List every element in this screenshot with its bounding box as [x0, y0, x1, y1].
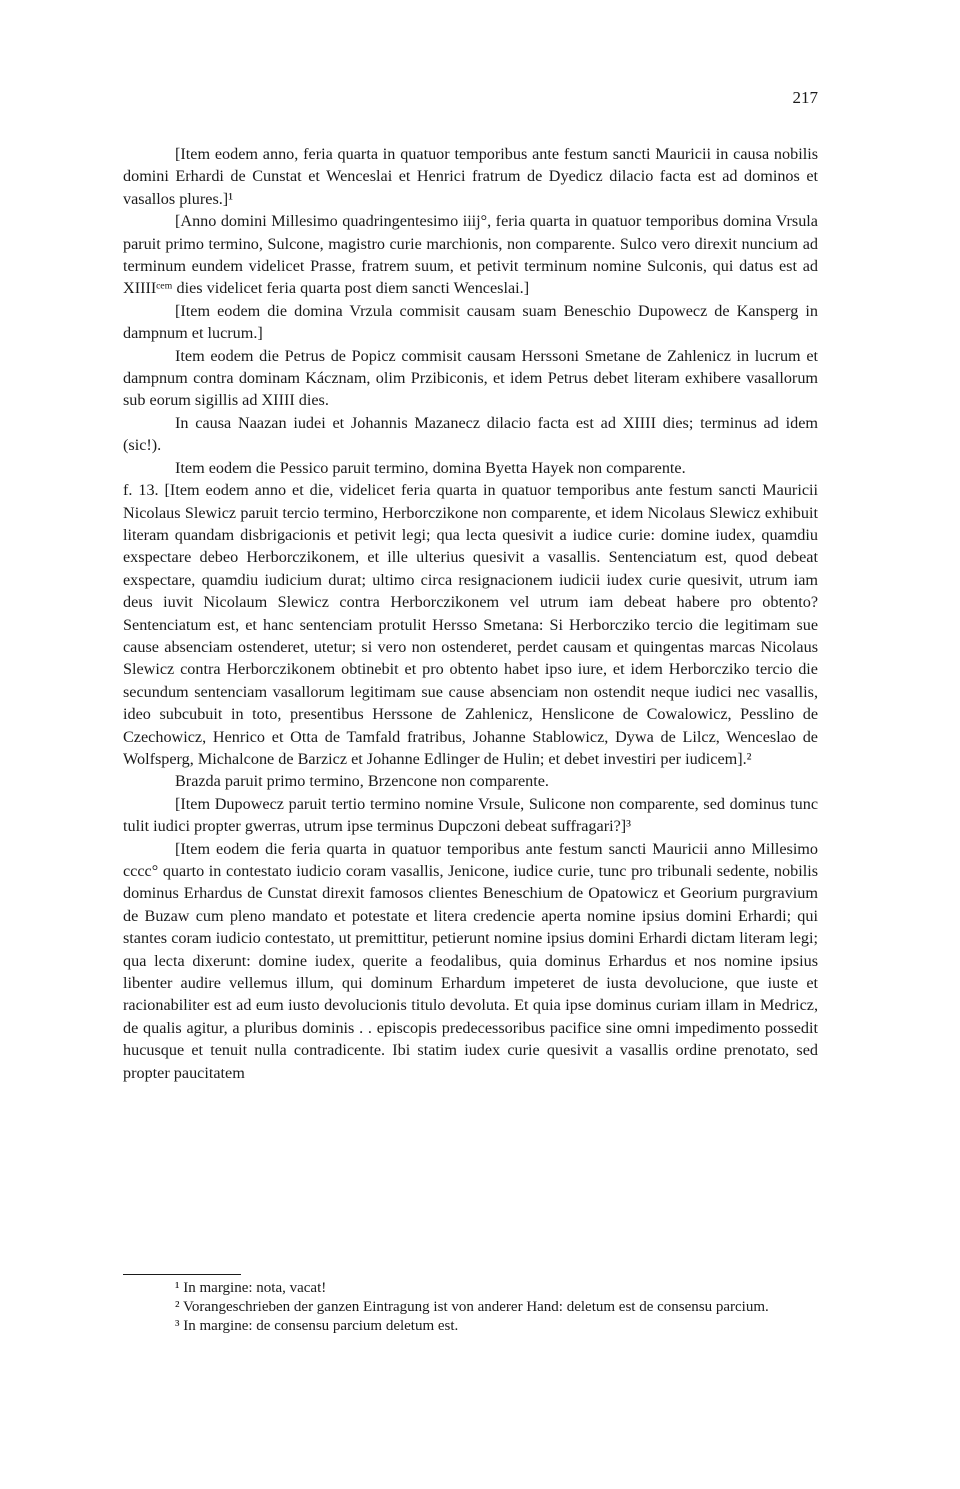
paragraph: [Anno domini Millesimo quadringentesimo iiij°, feria quarta in quatuor temporibus domina Vrsula paruit primo termino, Sulcone, magistro curie marchionis, non comparente. Sulco vero direxit nuncium ad terminum eundem videlicet Prasse, fratrem suum, et petivit terminum nomine Sulconis, qui datus est ad XIIIIᶜᵉᵐ dies videlicet feria quarta post diem sancti Wenceslai.] — [123, 212, 818, 298]
paragraph: Brazda paruit primo termino, Brzencone non comparente. — [175, 772, 549, 791]
paragraph: [Item eodem die feria quarta in quatuor temporibus ante festum sancti Mauricii anno Millesimo cccc° quarto in contestato iudicio coram vasallis, Jenicone, iudice curie, tunc pro tribunali sedente, nobilis dominus Erhardus de Cunstat direxit famosos clientes Beneschium de Opatowicz et Georium purgravium de Buzaw cum pleno mandato et potestate et litera credencie aperta nomine ipsius domini Erhardi; qui stantes coram iudicio contestato, ut premittitur, petierunt nomine ipsius domini Erhardi dictam literam legi; qua lecta dixerunt: domine iudex, querite a feodalibus, quia dominus Erhardus et nos nomine ipsius libenter audire vellemus illum, qui dominum Erhardum impeteret de iusta devolucione, que iuste et racionabiliter est ad eum iusto devolucionis titulo devoluta. Et quia ipse dominus curiam illam in Medricz, de qualis agitur, a pluribus dominis . . episcopis predecessoribus pacifice sine omni impedimento possedit hucusque et tenuit nulla contradicente. Ibi statim iudex curie quesivit a vasallis ordine prenotato, sed propter paucitatem — [123, 839, 818, 1082]
paragraph: [Item Dupowecz paruit tertio termino nomine Vrsule, Sulicone non comparente, sed dominus tunc tulit iudici propter gwerras, utrum ipse terminus Dupczoni debeat suffragari?]³ — [123, 794, 818, 836]
footnote: ² Vorangeschrieben der ganzen Eintragung ist von anderer Hand: deletum est de consensu parcium. — [175, 1299, 769, 1315]
folio-paragraph: f. 13. [Item eodem anno et die, videlicet feria quarta in quatuor temporibus ante festum sancti Mauricii Nicolaus Slewicz paruit tercio termino, Herborczikone non comparente, et idem Nicolaus Slewicz exhibuit literam quandam disbrigacionis et petivit legi; qua lecta quesivit a iudice curie: domine iudex, quamdiu exspectare debeo Herborczikonem, et ille ulterius quesivit a vasallis. Sentenciatum est, quod debeat exspectare, quamdiu iudicium durat; ultimo circa resignacionem iudicii iudex curie quesivit, utrum iam deus iuvit Nicolaum Slewicz contra Herborczikonem vel utrum iam debeat habere pro obtento? Sentenciatum est, et hanc sentenciam protulit Hersso Smetana: Si Herborcziko tercio die legitimam sue cause absenciam ostenderet, utetur; si vero non ostenderet, perdet causam et quingentas marcas Nicolaus Slewicz contra Herborczikonem obtinebit et pro obtento habet ipso iure, et idem Herborcziko tercio die secundum sentenciam vasallorum legitimam sue cause absenciam non ostendit neque iudici nec vasallis, ideo subcubuit in toto, presentibus Herssone de Zahlenicz, Henslicone de Cowalowicz, Pesslino de Czechowicz, Henrico et Otta de Tamfald fratribus, Johanne Stablowicz, Dywa de Lilcz, Wenceslao de Wolfsperg, Michalcone de Barzicz et Johanne Edlinger de Hulin; et debet investiri per iudicem].² — [123, 481, 818, 768]
paragraph: [Item eodem die domina Vrzula commisit causam suam Beneschio Dupowecz de Kansperg in dampnum et lucrum.] — [123, 301, 818, 343]
page-number: 217 — [792, 88, 818, 107]
footnote: ³ In margine: de consensu parcium deletum est. — [175, 1318, 459, 1334]
paragraph: [Item eodem anno, feria quarta in quatuor temporibus ante festum sancti Mauricii in causa nobilis domini Erhardi de Cunstat et Wenceslai et Henrici fratrum de Dyedicz dilacio facta est ad dominos et vasallos plures.]¹ — [123, 145, 818, 208]
main-text — [123, 143, 818, 1084]
footnotes — [123, 1279, 818, 1336]
footnote: ¹ In margine: nota, vacat! — [175, 1280, 327, 1296]
paragraph: Item eodem die Pessico paruit termino, domina Byetta Hayek non comparente. — [175, 458, 686, 477]
footnote-divider — [123, 1274, 241, 1275]
paragraph: Item eodem die Petrus de Popicz commisit causam Herssoni Smetane de Zahlenicz in lucrum et dampnum contra dominam Kácznam, olim Przibiconis, et idem Petrus debet literam exhibere vasallorum sub eorum sigillis ad XIIII dies. — [123, 346, 818, 410]
paragraph: In causa Naazan iudei et Johannis Mazanecz dilacio facta est ad XIIII dies; terminus ad idem (sic!). — [123, 413, 818, 455]
